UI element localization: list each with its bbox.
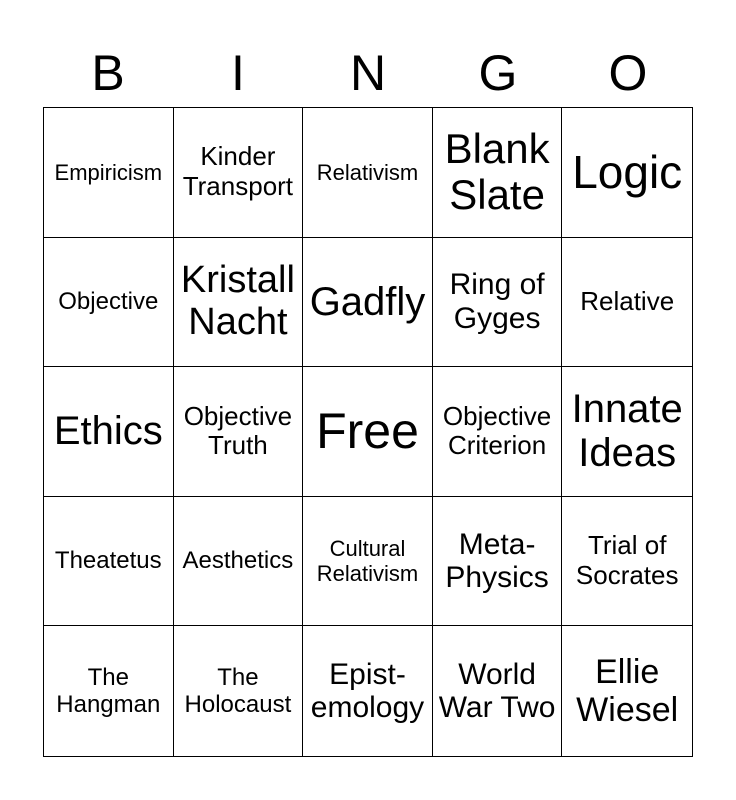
bingo-cell[interactable]: The Holocaust <box>174 626 304 756</box>
bingo-cell free-space[interactable]: Free <box>303 367 433 497</box>
bingo-cell[interactable]: Epist-emology <box>303 626 433 756</box>
bingo-cell[interactable]: Empiricism <box>44 108 174 238</box>
bingo-cell[interactable]: Relative <box>562 238 692 368</box>
bingo-cell[interactable]: Meta-Physics <box>433 497 563 627</box>
bingo-cell[interactable]: Theatetus <box>44 497 174 627</box>
bingo-cell[interactable]: Blank Slate <box>433 108 563 238</box>
bingo-cell[interactable]: Objective Criterion <box>433 367 563 497</box>
bingo-cell[interactable]: Kristall Nacht <box>174 238 304 368</box>
bingo-cell[interactable]: Ring of Gyges <box>433 238 563 368</box>
bingo-cell[interactable]: Objective <box>44 238 174 368</box>
bingo-cell[interactable]: Ellie Wiesel <box>576 653 679 730</box>
header-letter-n: N <box>349 45 387 101</box>
bingo-header <box>43 42 693 104</box>
header-letter-g: G <box>478 45 518 101</box>
bingo-cell[interactable]: Cultural Relativism <box>303 497 433 627</box>
bingo-cell[interactable]: The Hangman <box>44 626 174 756</box>
bingo-cell[interactable]: Objective Truth <box>174 367 304 497</box>
bingo-cell[interactable]: Aesthetics <box>174 497 304 627</box>
header-letter-o: O <box>608 45 648 101</box>
bingo-cell[interactable]: Gadfly <box>303 238 433 368</box>
bingo-cell[interactable]: Innate Ideas <box>562 367 692 497</box>
bingo-board <box>43 107 693 757</box>
header-letter-b: B <box>91 45 125 101</box>
bingo-cell[interactable]: World War Two <box>433 626 563 756</box>
bingo-cell[interactable]: Ethics <box>44 367 174 497</box>
bingo-cell[interactable]: Trial of Socrates <box>562 497 692 627</box>
bingo-cell[interactable]: Kinder Transport <box>174 108 304 238</box>
bingo-cell[interactable]: Relativism <box>303 108 433 238</box>
bingo-cell[interactable]: Logic <box>562 108 692 238</box>
header-letter-i: I <box>231 45 245 101</box>
